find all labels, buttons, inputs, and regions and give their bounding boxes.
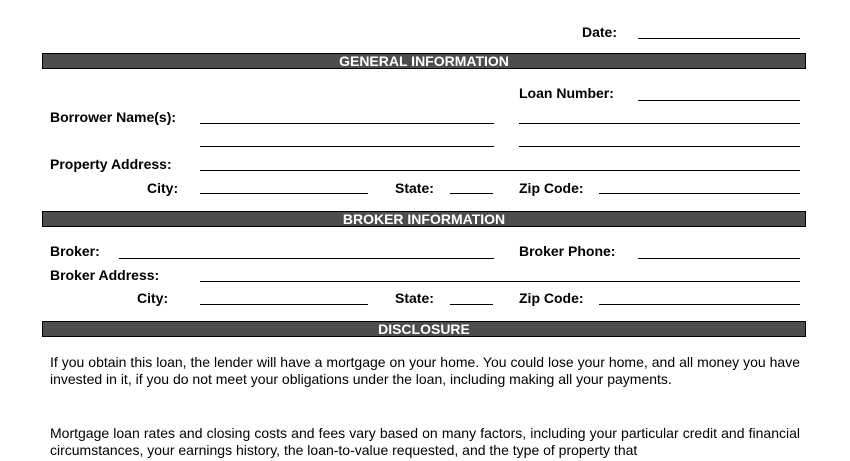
broker-label: Broker: (50, 243, 100, 259)
broker-phone-field[interactable] (638, 258, 800, 259)
property-address-label: Property Address: (50, 156, 172, 172)
date-field[interactable] (638, 38, 800, 39)
broker-field[interactable] (119, 258, 494, 259)
broker-address-field[interactable] (200, 281, 800, 282)
broker-address-label: Broker Address: (50, 267, 160, 283)
property-zip-label: Zip Code: (519, 180, 584, 196)
broker-city-field[interactable] (200, 304, 368, 305)
broker-state-label: State: (395, 290, 434, 306)
borrower-name-field-4[interactable] (519, 146, 800, 147)
borrower-name-field-1[interactable] (200, 123, 494, 124)
broker-phone-label: Broker Phone: (519, 243, 616, 259)
broker-city-label: City: (137, 290, 169, 306)
loan-number-label: Loan Number: (519, 85, 614, 101)
property-state-label: State: (395, 180, 434, 196)
property-zip-field[interactable] (599, 193, 800, 194)
property-city-field[interactable] (200, 193, 368, 194)
borrower-name-field-3[interactable] (200, 146, 494, 147)
loan-number-field[interactable] (638, 100, 800, 101)
property-city-label: City: (147, 180, 179, 196)
disclosure-paragraph-1: If you obtain this loan, the lender will have a mortgage on your home. You could lose your home, and all money you have invested in it, if you do not meet your obligations under the loan, including making all your payments. (50, 354, 800, 387)
section-disclosure: DISCLOSURE (42, 321, 806, 337)
broker-zip-label: Zip Code: (519, 290, 584, 306)
broker-state-field[interactable] (450, 304, 493, 305)
section-general-information: GENERAL INFORMATION (42, 53, 806, 69)
date-label: Date: (582, 24, 618, 40)
borrower-name-field-2[interactable] (519, 123, 800, 124)
disclosure-paragraph-2: Mortgage loan rates and closing costs and fees vary based on many factors, including your particular credit and financial circumstances, your earnings history, the loan-to-value requested, and the type of property that (50, 425, 800, 458)
broker-zip-field[interactable] (599, 304, 800, 305)
property-address-field[interactable] (200, 170, 800, 171)
section-broker-information: BROKER INFORMATION (42, 211, 806, 227)
property-state-field[interactable] (450, 193, 493, 194)
borrower-names-label: Borrower Name(s): (50, 109, 177, 125)
